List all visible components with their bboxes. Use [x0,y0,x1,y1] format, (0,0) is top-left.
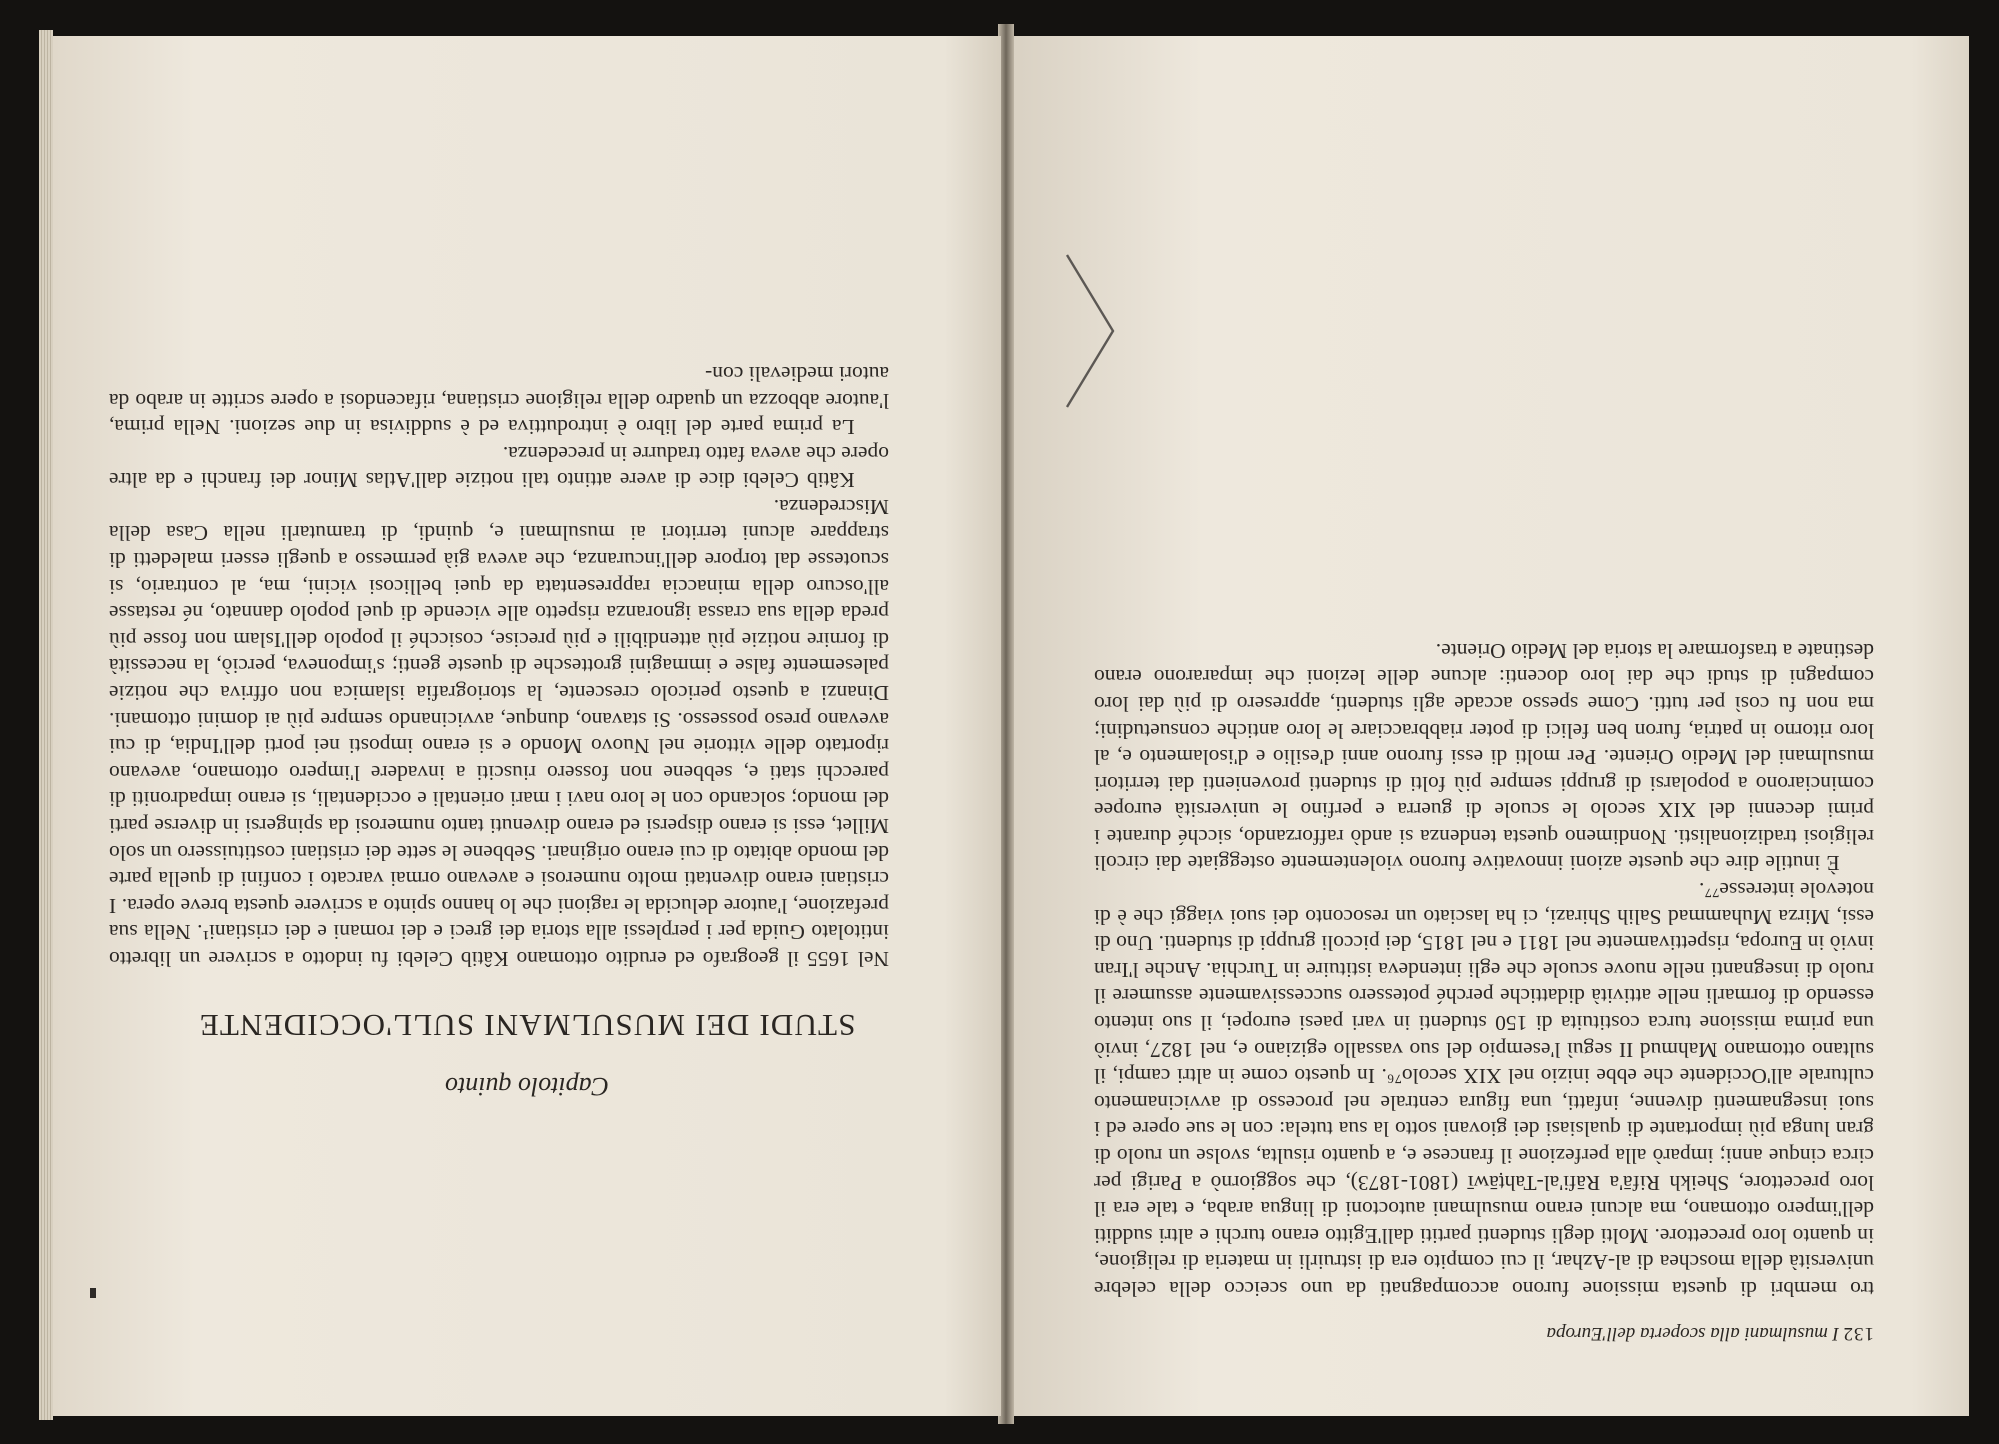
page-header [1011,1314,1969,1344]
running-head: I musulmani alla scoperta dell'Europa [1546,1323,1839,1344]
right-body-text [109,360,889,972]
paragraph: È inutile dire che queste azioni innovative furono violentemente osteggiate dai circoli religiosi tradizionalisti. Nondimeno questa tendenza si andò rafforzando, sicché durante i primi decenni del XIX secolo le scuole di guerra e perfino le università europee cominciarono a popolarsi di gruppi sempre più folti di studenti provenienti dai territori musulmani del Medio Oriente. Per molti di essi furono anni d'esilio e d'isolamento e, al loro ritorno in patria, furon ben felici di poter riabbracciare le loro antiche consuetudini; ma non fu così per tutti. Come spesso accade agli studenti, appresero di più dai loro compagni di studi che dai loro docenti: alcune delle lezioni che impararono erano destinate a trasformare la storia del Medio Oriente. [1094,638,1874,876]
chapter-title: STUDI DEI MUSULMANI SULL'OCCIDENTE [198,1008,856,1043]
left-page [1011,36,1969,1416]
paragraph: Kâtib Celebi dice di avere attinto tali notizie dall'Atlas Minor dei franchi e da altre opere che aveva fatto tradurre in precedenza. [109,441,889,493]
paragraph: tro membri di questa missione furono accompagnati da uno sceicco della celebre università della moschea di al-Azhar, il cui compito era di istruirli in materia di religione, in quanto loro precettore. Molti degli studenti partiti dall'Egitto erano turchi e altri sudditi dell'impero ottomano, ma alcuni erano musulmani autoctoni di lingua araba, e tale era il loro precettore, Sheikh Rifā'a Rāfi'al-Tahṭāwī (1801-1873), che soggiornò a Parigi per circa cinque anni; imparò alla perfezione il francese e, a quanto risulta, svolse un ruolo di gran lunga più importante di qualsiasi dei giovani sotto la sua tutela: con le sue opere ed i suoi insegnamenti divenne, infatti, una figura centrale nel processo di avvicinamento culturale all'Occidente che ebbe inizio nel XIX secolo⁷⁶. In questo come in altri campi, il sultano ottomano Mahmud II seguì l'esempio del suo vassallo egiziano e, nel 1827, inviò una prima missione turca costituita di 150 studenti in vari paesi europei, il suo intento essendo di formarli nelle attività didattiche perché potessero successivamente assumere il ruolo di insegnanti nelle nuove scuole che egli intendeva istituire in Turchia. Anche l'Iran inviò in Europa, rispettivamente nel 1811 e nel 1815, dei piccoli gruppi di studenti. Uno di essi, Mirza Muhammad Salih Shirazi, ci ha lasciato un resoconto dei suoi viaggi che è di notevole interesse⁷⁷. [1094,878,1874,1301]
paragraph: Nel 1655 il geografo ed erudito ottomano Kâtib Celebi fu indotto a scrivere un libretto intitolato Guida per i perplessi alla storia dei greci e dei romani e dei cristiani¹. Nella sua prefazione, l'autore delucida le ragioni che lo hanno spinto a scrivere questa breve opera. I cristiani erano diventati molto numerosi e avevano ormai varcato i confini di quella parte del mondo abitato di cui erano originari. Sebbene le sette dei cristiani costituissero un solo Millet, essi si erano dispersi ed erano divenuti tanto numerosi da spingersi in diverse parti del mondo; solcando con le loro navi i mari orientali e occidentali, si erano impadroniti di parecchi stati e, sebbene non fossero riusciti a invadere l'impero ottomano, avevano riportato delle vittorie nel Nuovo Mondo e si erano imposti nei porti dell'India, di cui avevano preso possesso. Si stavano, dunque, avvicinando sempre più ai domini ottomani. Dinanzi a questo pericolo crescente, la storiografia islamica non offriva che notizie palesemente false e immagini grottesche di queste genti; s'imponeva, perciò, la necessità di fornire notizie più attendibili e più precise, cosicché il popolo dell'Islam non fosse più preda della sua crassa ignoranza rispetto alle vicende di quel popolo dannato, né restasse all'oscuro della minaccia rappresentata da quei bellicosi vicini, ma, al contrario, si scuotesse dal torpore dell'incuranza, che aveva già permesso a quegli esseri maledetti di strappare alcuni territori ai musulmani e, quindi, di tramutarli nella Casa della Miscredenza. [109,494,889,971]
right-page [53,36,1001,1416]
page-number: 132 [1842,1323,1874,1344]
paragraph: La prima parte del libro è introduttiva ed è suddivisa in due sezioni. Nella prima, l'autore abbozza un quadro della religione cristiana, rifacendosi a opere scritte in arabo da autori medievali con- [109,361,889,440]
margin-bracket-mark [1059,251,1119,411]
left-body-text [1094,637,1874,1302]
ink-mark [90,1288,96,1298]
chapter-label: Capitolo quinto [445,1072,609,1101]
page-edges [39,30,53,1420]
